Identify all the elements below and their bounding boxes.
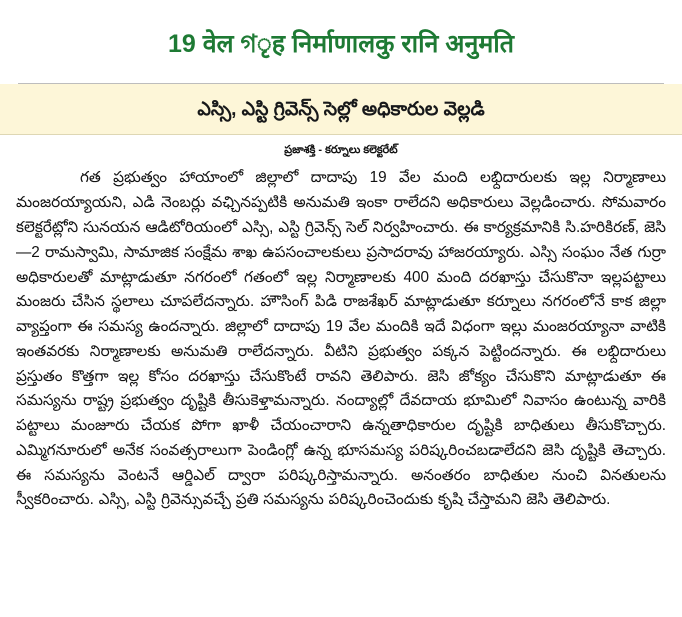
byline: ప్రజాశక్తి - కర్నూలు కలెక్టరేట్ (284, 144, 398, 157)
subheadline: ఎస్సి, ఎస్టి గ్రివెన్స్ సెల్లో అధికారుల వెల్లడి (197, 98, 485, 120)
subheadline-band (0, 84, 682, 136)
article-body: గత ప్రభుత్వం హాయాంలో జిల్లాలో దాదాపు 19 వేల మంది లభ్దిదారులకు ఇల్ల నిర్మాణాలు మంజరయ్యాయని, ఎడి నెంబర్లు వఛ్చినప్పటికి అనుమతి ఇంకా రాలేదని అధికారులు వెల్లడించారు. సోమవారం కలెక్టరేట్లోని సునయన ఆడిటోరియంలో ఎస్సి, ఎస్టి గ్రివెన్స్ సెల్ నిర్వహించారు. ఈ కార్యక్రమానికి సి.హరికిరణ్, జెసి—2 రామస్వామి, సామాజిక సంక్షేమ శాఖ ఉపసంచాలకులు ప్రసాదరావు హాజరయ్యారు. ఎస్సి సంఘం నేత గుర్రా అధికారులతో మాట్లాడుతూ నగరంలో గతంలో ఇల్ల నిర్మాణాలకు 400 మంది దరఖాస్తు చేసుకొనా ఇల్లపట్టాలు మంజరు చేసిన స్థలాలు చూపలేదన్నారు. హౌసింగ్ పిడి రాజశేఖర్ మాట్లాడుతూ కర్నూలు నగరంలోనే కాక జిల్లా వ్యాప్తంగా ఈ సమస్య ఉందన్నారు. జిల్లాలో దాదాపు 19 వేల మందికి ఇదే విధంగా ఇల్లు మంజరయ్యానా వాటికి ఇంతవరకు నిర్మాణాలకు అనుమతి రాలేదన్నారు. వీటిని ప్రభుత్వం పక్కన పెట్టిందన్నారు. ఈ లభ్దిదారులు ప్రస్తుతం కొత్తగా ఇల్ల కోసం దరఖాస్తు చేసుకొంటే రావని తెలిపారు. జెసి జోక్యం చేసుకొని మాట్లాడుతూ ఈ సమస్యను రాష్ట్ర ప్రభుత్వం దృష్టికి తీసుకెళ్తామన్నారు. నంద్యాల్లో దేవదాయ భూమిలో నివాసం ఉంటున్న వారికి పట్టాలు మంజూరు చేయక పోగా ఖాళీ చేయంచారాని ఉన్నతాధికారుల దృష్టికి బాధితులు తీసుకొచ్చారు. ఎమ్మిగనూరులో అనేక సంవత్సరాలుగా పెండింగ్లో ఉన్న భూసమస్య పరిష్కరించబడాలేదని జెసి దృష్టికి తెచ్చారు. ఈ సమస్యను వెంటనే ఆర్డిఎల్ ద్వారా పరిష్కరిస్తామన్నారు. అనంతరం బాధితుల నుంచి వినతులను స్వీకరించారు. ఎస్సి, ఎస్టి గ్రివెన్సువచ్చే ప్రతి సమస్యను పరిష్కరించెందుకు కృషి చేస్తామని జెసి తెలిపారు. (16, 169, 666, 509)
page-title: 19 वेल গृह निर्माणालकु रानि अनुमति (167, 29, 515, 58)
news-clipping-page (0, 17, 682, 617)
